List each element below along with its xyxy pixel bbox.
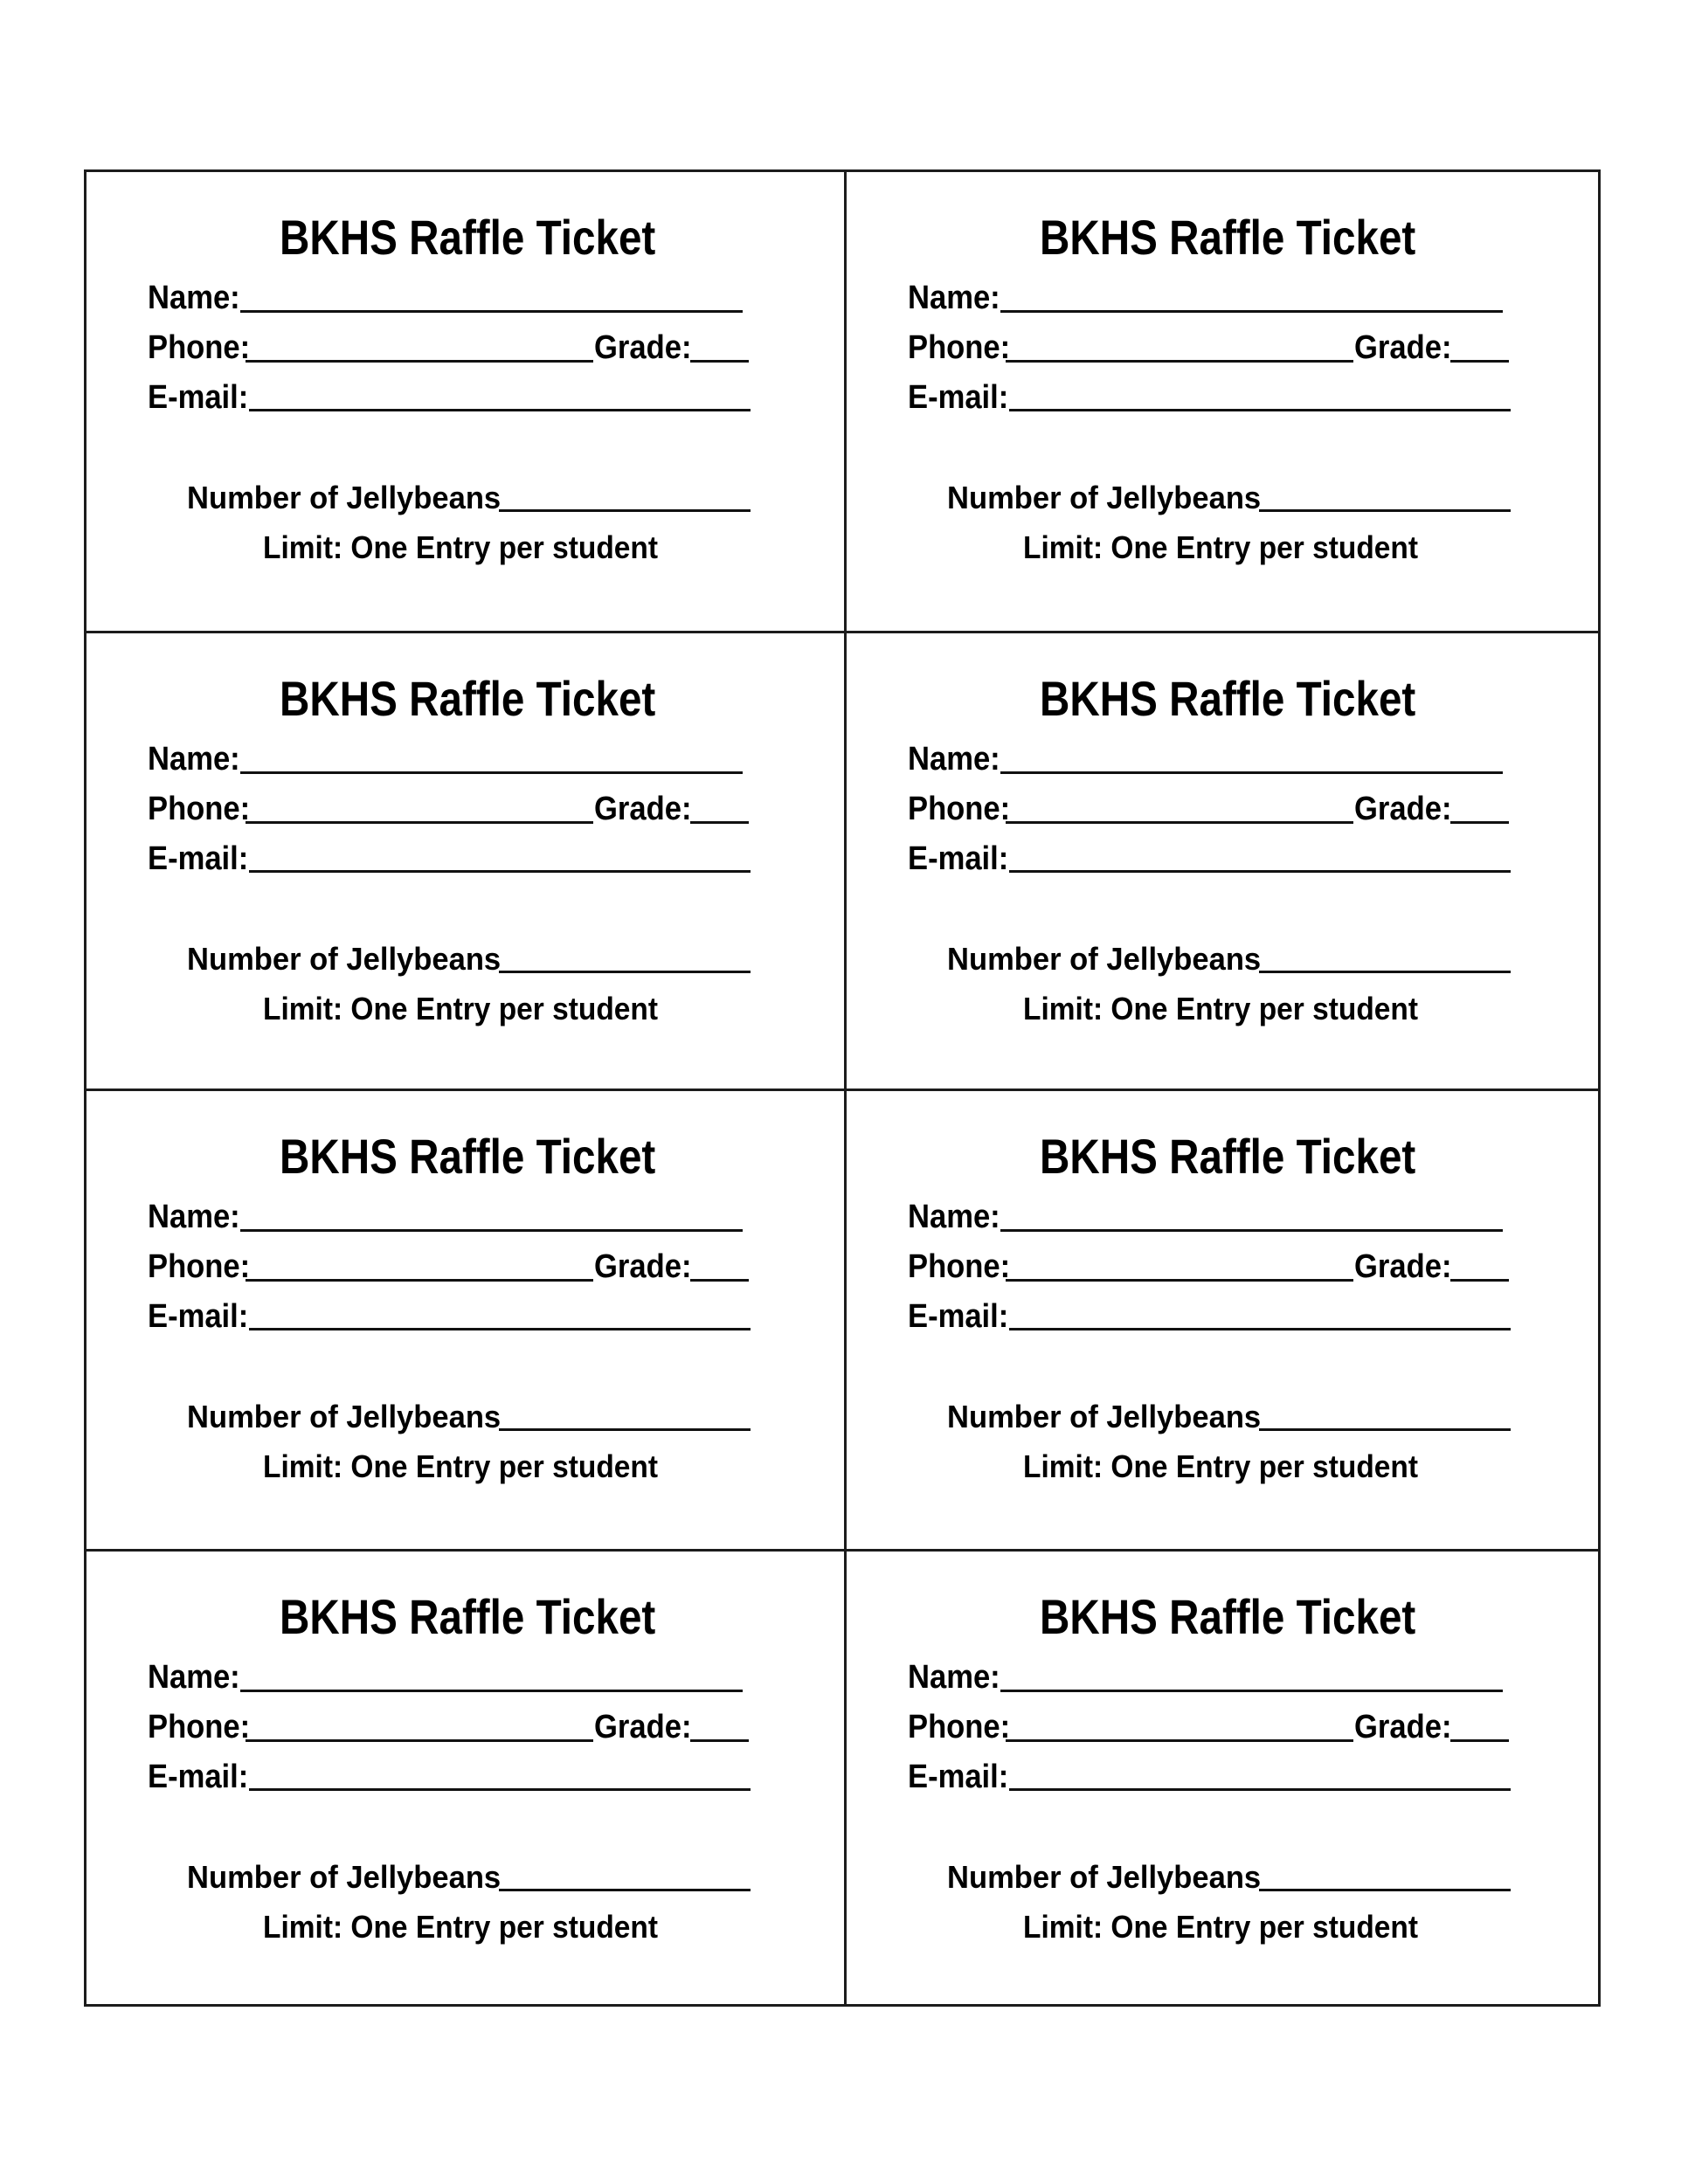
raffle-ticket-r3-c2 xyxy=(847,1091,1598,1552)
email-input-line[interactable] xyxy=(1009,1788,1511,1791)
email-label: E-mail: xyxy=(908,840,1009,877)
ticket-title: BKHS Raffle Ticket xyxy=(280,671,656,726)
ticket-title: BKHS Raffle Ticket xyxy=(1040,210,1416,265)
grade-label: Grade: xyxy=(1354,791,1452,827)
entry-limit-note: Limit: One Entry per student xyxy=(1023,991,1419,1026)
grade-input-line[interactable] xyxy=(1450,1279,1509,1282)
grade-label: Grade: xyxy=(594,1248,692,1285)
name-input-line[interactable] xyxy=(1000,771,1503,774)
jellybeans-input-line[interactable] xyxy=(1259,971,1511,973)
entry-limit-note: Limit: One Entry per student xyxy=(1023,1448,1419,1484)
grade-label: Grade: xyxy=(1354,1248,1452,1285)
name-input-line[interactable] xyxy=(1000,1690,1503,1692)
ticket-title: BKHS Raffle Ticket xyxy=(280,210,656,265)
jellybeans-label: Number of Jellybeans xyxy=(947,941,1262,977)
jellybeans-input-line[interactable] xyxy=(499,971,751,973)
entry-limit-note: Limit: One Entry per student xyxy=(263,1909,659,1945)
grade-label: Grade: xyxy=(1354,329,1452,366)
phone-input-line[interactable] xyxy=(246,1279,593,1282)
email-input-line[interactable] xyxy=(249,1328,751,1330)
name-label: Name: xyxy=(148,1659,240,1696)
name-label: Name: xyxy=(148,741,240,778)
raffle-ticket-sheet xyxy=(84,169,1601,2007)
phone-input-line[interactable] xyxy=(1006,821,1353,824)
name-label: Name: xyxy=(148,280,240,316)
name-input-line[interactable] xyxy=(240,310,743,313)
phone-label: Phone: xyxy=(908,329,1011,366)
name-input-line[interactable] xyxy=(240,771,743,774)
phone-input-line[interactable] xyxy=(246,360,593,363)
grade-input-line[interactable] xyxy=(1450,821,1509,824)
ticket-title: BKHS Raffle Ticket xyxy=(1040,671,1416,726)
name-label: Name: xyxy=(148,1199,240,1235)
name-label: Name: xyxy=(908,1199,1000,1235)
jellybeans-label: Number of Jellybeans xyxy=(947,1859,1262,1895)
email-input-line[interactable] xyxy=(249,1788,751,1791)
name-label: Name: xyxy=(908,280,1000,316)
phone-label: Phone: xyxy=(148,1709,251,1745)
raffle-ticket-r2-c1 xyxy=(86,633,847,1091)
entry-limit-note: Limit: One Entry per student xyxy=(263,1448,659,1484)
jellybeans-label: Number of Jellybeans xyxy=(187,1859,502,1895)
jellybeans-input-line[interactable] xyxy=(1259,1889,1511,1891)
jellybeans-input-line[interactable] xyxy=(499,509,751,512)
name-input-line[interactable] xyxy=(240,1229,743,1232)
grade-input-line[interactable] xyxy=(690,360,749,363)
raffle-ticket-r4-c1 xyxy=(86,1552,847,2004)
jellybeans-label: Number of Jellybeans xyxy=(187,941,502,977)
email-label: E-mail: xyxy=(148,1298,249,1335)
ticket-title: BKHS Raffle Ticket xyxy=(280,1589,656,1644)
jellybeans-label: Number of Jellybeans xyxy=(947,480,1262,515)
grade-label: Grade: xyxy=(594,1709,692,1745)
email-label: E-mail: xyxy=(908,379,1009,416)
grade-input-line[interactable] xyxy=(690,1739,749,1742)
phone-label: Phone: xyxy=(908,791,1011,827)
name-input-line[interactable] xyxy=(1000,1229,1503,1232)
jellybeans-input-line[interactable] xyxy=(499,1889,751,1891)
phone-input-line[interactable] xyxy=(1006,360,1353,363)
raffle-ticket-r1-c1 xyxy=(86,172,847,633)
ticket-title: BKHS Raffle Ticket xyxy=(1040,1129,1416,1184)
phone-input-line[interactable] xyxy=(246,821,593,824)
name-input-line[interactable] xyxy=(1000,310,1503,313)
email-input-line[interactable] xyxy=(249,409,751,411)
grade-input-line[interactable] xyxy=(1450,360,1509,363)
grade-label: Grade: xyxy=(594,791,692,827)
email-label: E-mail: xyxy=(148,379,249,416)
email-label: E-mail: xyxy=(148,840,249,877)
grade-label: Grade: xyxy=(1354,1709,1452,1745)
email-input-line[interactable] xyxy=(1009,870,1511,873)
jellybeans-input-line[interactable] xyxy=(1259,1428,1511,1431)
name-input-line[interactable] xyxy=(240,1690,743,1692)
grade-label: Grade: xyxy=(594,329,692,366)
phone-label: Phone: xyxy=(148,791,251,827)
jellybeans-label: Number of Jellybeans xyxy=(187,480,502,515)
ticket-title: BKHS Raffle Ticket xyxy=(280,1129,656,1184)
entry-limit-note: Limit: One Entry per student xyxy=(1023,529,1419,565)
entry-limit-note: Limit: One Entry per student xyxy=(263,991,659,1026)
phone-label: Phone: xyxy=(908,1248,1011,1285)
phone-label: Phone: xyxy=(908,1709,1011,1745)
raffle-ticket-r2-c2 xyxy=(847,633,1598,1091)
email-input-line[interactable] xyxy=(249,870,751,873)
ticket-title: BKHS Raffle Ticket xyxy=(1040,1589,1416,1644)
phone-input-line[interactable] xyxy=(246,1739,593,1742)
grade-input-line[interactable] xyxy=(1450,1739,1509,1742)
name-label: Name: xyxy=(908,1659,1000,1696)
entry-limit-note: Limit: One Entry per student xyxy=(263,529,659,565)
name-label: Name: xyxy=(908,741,1000,778)
entry-limit-note: Limit: One Entry per student xyxy=(1023,1909,1419,1945)
raffle-ticket-r3-c1 xyxy=(86,1091,847,1552)
jellybeans-label: Number of Jellybeans xyxy=(187,1399,502,1434)
phone-input-line[interactable] xyxy=(1006,1739,1353,1742)
jellybeans-input-line[interactable] xyxy=(499,1428,751,1431)
phone-input-line[interactable] xyxy=(1006,1279,1353,1282)
phone-label: Phone: xyxy=(148,1248,251,1285)
jellybeans-label: Number of Jellybeans xyxy=(947,1399,1262,1434)
phone-label: Phone: xyxy=(148,329,251,366)
email-input-line[interactable] xyxy=(1009,1328,1511,1330)
grade-input-line[interactable] xyxy=(690,1279,749,1282)
email-label: E-mail: xyxy=(908,1298,1009,1335)
ticket-grid xyxy=(86,172,1598,2004)
jellybeans-input-line[interactable] xyxy=(1259,509,1511,512)
email-label: E-mail: xyxy=(908,1759,1009,1795)
raffle-ticket-r1-c2 xyxy=(847,172,1598,633)
raffle-ticket-r4-c2 xyxy=(847,1552,1598,2004)
email-input-line[interactable] xyxy=(1009,409,1511,411)
grade-input-line[interactable] xyxy=(690,821,749,824)
email-label: E-mail: xyxy=(148,1759,249,1795)
